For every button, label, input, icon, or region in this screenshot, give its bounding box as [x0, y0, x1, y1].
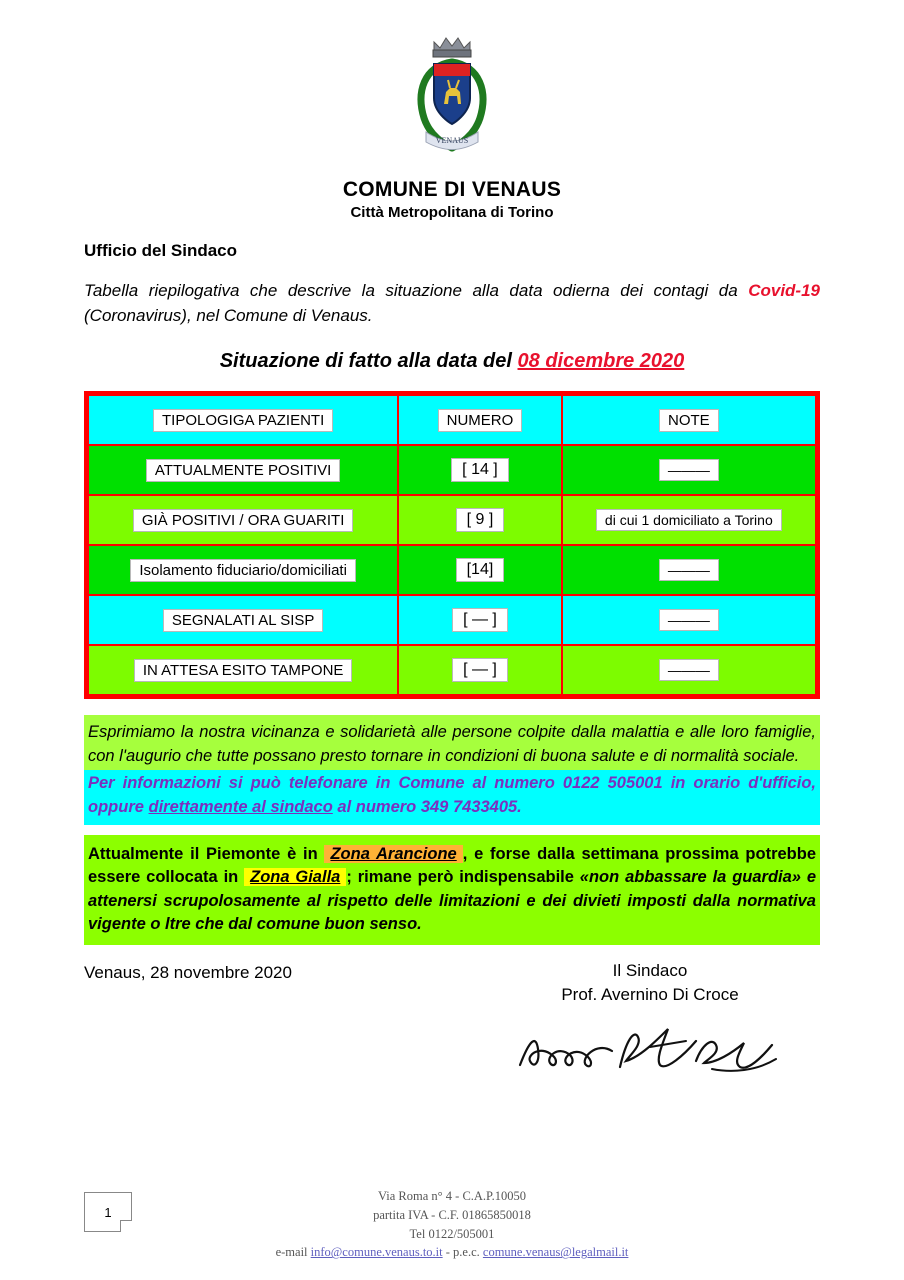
email-link[interactable]: info@comune.venaus.to.it [310, 1245, 443, 1260]
row-number: [ — ] [452, 608, 508, 632]
summary-table-container [84, 391, 820, 699]
row-number: [ 9 ] [456, 508, 505, 532]
row-note: ——— [659, 659, 719, 681]
page-title: COMUNE DI VENAUS [342, 178, 562, 201]
zone-orange-badge: Zona Arancione [324, 845, 462, 863]
footer [0, 1187, 904, 1262]
coat-of-arms-icon [404, 32, 500, 164]
row-label-cell [88, 495, 398, 545]
row-number-cell [398, 645, 561, 695]
row-number: [ 14 ] [451, 458, 509, 482]
table-header-row [88, 395, 816, 445]
page-subtitle: Città Metropolitana di Torino [350, 204, 554, 221]
info-paragraph [84, 770, 820, 825]
signature-row [84, 961, 820, 1083]
row-note-cell [562, 495, 816, 545]
situation-heading [84, 350, 820, 373]
row-label-cell [88, 595, 398, 645]
zone-text-4: e attenersi scrupolosamente al rispetto delle limitazioni e dei divieti imposti dalla normativa vigente o ltre che dal comune buon senso. [88, 868, 817, 934]
table-row [88, 545, 816, 595]
table-header-cell-number [398, 395, 561, 445]
header-text-number: NUMERO [438, 409, 523, 432]
crest-motto: VENAUS [435, 136, 469, 145]
footer-contacts [0, 1243, 904, 1262]
zone-text-2: , e forse dalla settimana prossima potrebbe essere collocata in [88, 844, 816, 887]
table-row [88, 445, 816, 495]
header-text-notes: NOTE [659, 409, 719, 432]
handwritten-signature [480, 1011, 820, 1083]
solidarity-paragraph: Esprimiamo la nostra vicinanza e solidarietà alle persone colpite dalla malattia e alle loro famiglie, con l'augurio che tutte possano presto tornare in condizioni di buona salute e di normalità sociale. [84, 715, 820, 770]
info-text-1: Per informazioni si può telefonare in Comune al numero 0122 505001 in orario d'ufficio, oppure [88, 774, 816, 816]
row-note-cell [562, 645, 816, 695]
signature-name: Prof. Avernino Di Croce [561, 984, 739, 1004]
header-text-type: TIPOLOGIGA PAZIENTI [153, 409, 333, 432]
table-header-cell-notes [562, 395, 816, 445]
situation-date: 08 dicembre 2020 [517, 350, 685, 373]
row-note: ——— [659, 459, 719, 481]
office-label: Ufficio del Sindaco [84, 241, 238, 260]
sindaco-link[interactable]: direttamente al sindaco [148, 797, 333, 816]
table-row [88, 645, 816, 695]
intro-text-2: (Coronavirus), nel Comune di Venaus. [84, 305, 373, 325]
row-number: [ — ] [452, 658, 508, 682]
row-note: ——— [659, 559, 719, 581]
table-row [88, 495, 816, 545]
zone-text-1: Attualmente il Piemonte è in [88, 844, 325, 863]
footer-phone: Tel 0122/505001 [409, 1226, 495, 1241]
table-row [88, 595, 816, 645]
zone-quote: «non abbassare la guardia» [579, 868, 801, 887]
row-note-cell [562, 595, 816, 645]
intro-paragraph [84, 279, 820, 328]
row-note-cell [562, 445, 816, 495]
row-note: ——— [659, 609, 719, 631]
row-number: [14] [456, 558, 505, 582]
pec-link[interactable]: comune.venaus@legalmail.it [482, 1245, 629, 1260]
row-number-cell [398, 595, 561, 645]
table-header-cell-type [88, 395, 398, 445]
row-number-cell [398, 495, 561, 545]
row-label-cell [88, 545, 398, 595]
crest-container [84, 0, 820, 172]
intro-text-1: Tabella riepilogativa che descrive la situazione alla data odierna dei contagi da [84, 281, 749, 300]
zone-paragraph [84, 835, 820, 945]
signature-role: Il Sindaco [612, 960, 688, 980]
summary-table [87, 394, 817, 696]
row-label-cell [88, 645, 398, 695]
row-note-cell [562, 545, 816, 595]
row-number-cell [398, 545, 561, 595]
row-label: Isolamento fiduciario/domiciliati [130, 559, 356, 582]
row-label: IN ATTESA ESITO TAMPONE [134, 659, 353, 682]
covid-label: Covid-19 [748, 281, 820, 300]
info-text-2: al numero 349 7433405. [332, 797, 522, 816]
row-note: di cui 1 domiciliato a Torino [596, 509, 782, 531]
row-number-cell [398, 445, 561, 495]
row-label: GIÀ POSITIVI / ORA GUARITI [133, 509, 354, 532]
page-number: 1 [104, 1204, 112, 1220]
row-label: ATTUALMENTE POSITIVI [146, 459, 340, 482]
footer-vat: partita IVA - C.F. 01865850018 [373, 1207, 531, 1222]
situation-prefix: Situazione di fatto alla data del [219, 350, 518, 373]
row-label: SEGNALATI AL SISP [163, 609, 324, 632]
footer-address: Via Roma n° 4 - C.A.P.10050 [378, 1189, 526, 1203]
place-date: Venaus, 28 novembre 2020 [84, 962, 292, 982]
row-label-cell [88, 445, 398, 495]
footer-email-prefix: e-mail [275, 1245, 311, 1260]
zone-text-3: ; rimane però indispensabile [346, 868, 580, 887]
footer-pec-prefix: - p.e.c. [442, 1245, 483, 1260]
signature-block [480, 961, 820, 1083]
zone-yellow-badge: Zona Gialla [244, 868, 346, 886]
